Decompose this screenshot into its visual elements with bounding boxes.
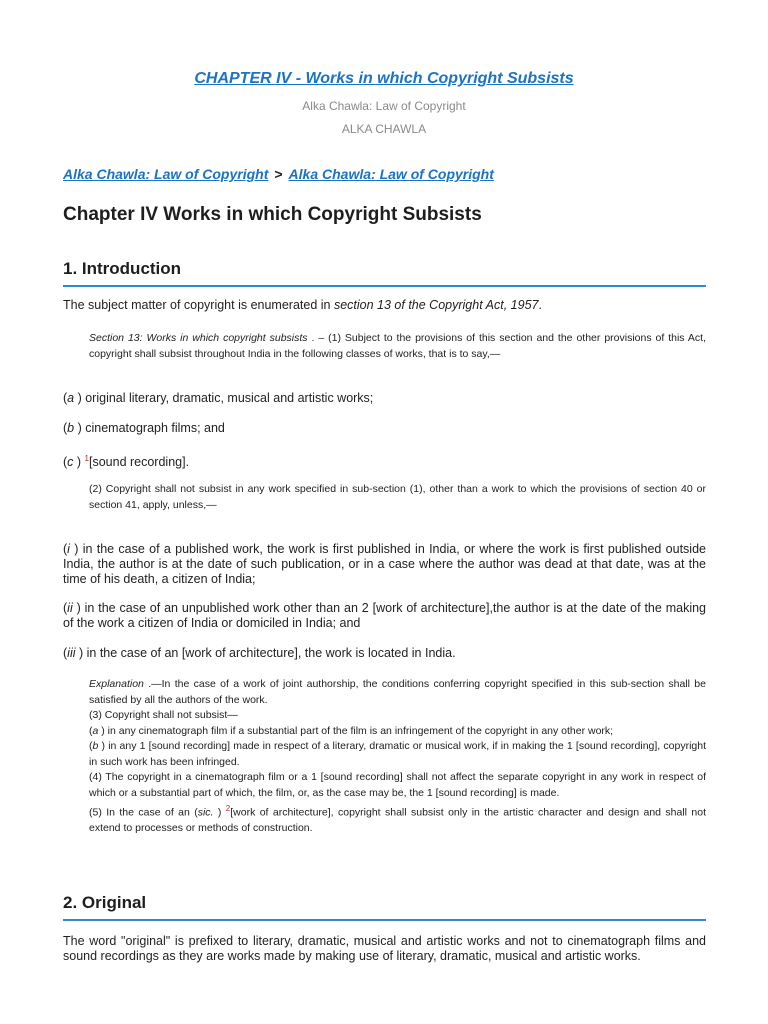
document-title-link[interactable] [0,70,768,88]
subsection-3: (3) Copyright shall not subsist— [89,709,238,721]
item-c-label: c [67,455,74,470]
document-author: ALKA CHAWLA [341,122,427,136]
item-i-text: ) in the case of a published work, the work is first published in India, or where the work is first published outside India, the author is at the date of such publication, or in a case where the author was dead at that date, was at the time of his death, a citizen of India; [63,542,706,586]
list-item-a: (a ) original literary, dramatic, musical and artistic works; [63,391,374,405]
explanation-block [89,677,706,837]
subsection-3b: (b ) in any 1 [sound recording] made in respect of a literary, dramatic or musical work, if in making the 1 [sound recording], copyright in such work has been infringed. [89,740,706,768]
sub3b-label: b [92,740,99,752]
breadcrumb-item-1[interactable]: Alka Chawla: Law of Copyright [63,166,269,182]
section-heading-original: 2. Original [63,893,706,921]
intro-end: . [538,298,542,312]
subsection-2-quote: (2) Copyright shall not subsist in any work specified in sub-section (1), other than a work to which the provisions of section 40 or section 41, apply, unless,— [89,483,706,511]
original-paragraph: The word "original" is prefixed to literary, dramatic, musical and artistic works and not to cinematograph films and sound recordings as they are works made by making use of literary, dramatic, musical and artistic works. [63,934,706,963]
intro-reference: section 13 of the Copyright Act, 1957 [333,298,539,312]
sub5-mid: ) [213,806,226,819]
item-iii-text: ) in the case of an [work of architecture], the work is located in India. [75,646,456,660]
sub5-end: [work of architecture], copyright shall subsist only in the artistic character and design and shall not extend to processes or methods of construction. [89,806,706,834]
list-item-iii: (iii ) in the case of an [work of architecture], the work is located in India. [63,646,456,660]
item-iii-label: iii [67,646,76,660]
footnote-marker[interactable]: 2 [225,804,231,813]
sub3a-label: a [92,724,99,737]
sub3b-text: ) in any 1 [sound recording] made in respect of a literary, dramatic or musical work, if in making the 1 [sound recording], copyright in such work has been infringed. [89,740,706,768]
breadcrumb-item-2[interactable]: Alka Chawla: Law of Copyright [288,166,494,182]
list-item-i: (i ) in the case of a published work, the work is first published in India, or where the work is first published outside India, the author is at the date of such publication, or in a case where the author was dead at that date, was at the time of his death, a citizen of India; [63,542,706,586]
item-b-label: b [67,421,75,435]
intro-text: The subject matter of copyright is enumerated in [63,298,334,312]
item-b-text: ) cinematograph films; and [74,421,225,435]
intro-paragraph [63,298,706,313]
breadcrumb [63,166,494,182]
subsection-5 [89,801,706,837]
document-subtitle: Alka Chawla: Law of Copyright [302,99,466,113]
title-link-text[interactable]: CHAPTER IV - Works in which Copyright Subsists [194,70,574,87]
item-a-text: ) original literary, dramatic, musical and artistic works; [74,391,374,405]
sub5-sic: sic. [197,806,214,819]
item-a-label: a [67,391,75,405]
section13-quote [89,331,706,362]
item-ii-text: ) in the case of an unpublished work other than an 2 [work of architecture],the author is at the date of the making of the work a citizen of India or domiciled in India; and [63,601,706,630]
section-heading-introduction: 1. Introduction [63,259,706,287]
quote-italic: Section 13: Works in which copyright subsists [89,332,308,344]
list-item-ii: (ii ) in the case of an unpublished work other than an 2 [work of architecture],the author is at the date of the making of the work a citizen of India or domiciled in India; and [63,601,706,630]
quote-rest: . – (1) Subject to the provisions of this section and the other provisions of this Act, copyright shall subsist throughout India in the following classes of works, that is to say,— [89,332,706,360]
explanation-paragraph [89,677,706,708]
breadcrumb-separator: > [274,166,283,182]
explanation-text: .—In the case of a work of joint authorship, the conditions conferring copyright specified in this sub-section shall be satisfied by all the authors of the work. [89,678,706,706]
item-c-text: [sound recording]. [88,455,190,470]
list-item-c: (c ) $^1$[sound recording]. [63,454,190,470]
explanation-label: Explanation [89,678,144,690]
item-i-label: i [67,542,70,556]
chapter-heading: Chapter IV Works in which Copyright Subsists [63,204,482,225]
footnote-marker[interactable]: 1 [84,454,89,463]
list-item-b: (b ) cinematograph films; and [63,421,225,435]
sub3a-text: ) in any cinematograph film if a substantial part of the film is an infringement of the copyright in any other work; [98,724,614,737]
subsection-3a: (a ) in any cinematograph film if a substantial part of the film is an infringement of the copyright in any other work; [89,724,614,737]
item-ii-label: ii [67,601,73,615]
sub5-start: (5) In the case of an ( [89,806,198,819]
subsection-4: (4) The copyright in a cinematograph film or a 1 [sound recording] shall not affect the separate copyright in any work in respect of which or a substantial part of which, the film, or, as the case may be, the 1 [sound recording] is made. [89,771,706,799]
